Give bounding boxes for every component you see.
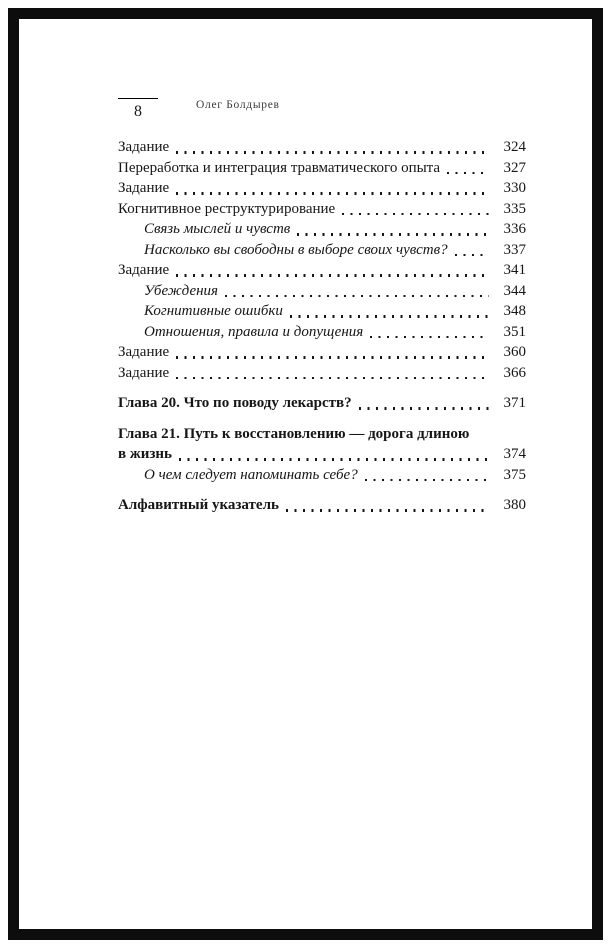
toc-entry-label: Глава 20. Что по поводу лекарств?: [118, 395, 352, 411]
dot-leader: [176, 274, 489, 276]
toc-entry-label: Задание: [118, 364, 170, 381]
toc-entry-label: Алфавитный указатель: [118, 497, 279, 513]
dot-leader: [176, 356, 489, 358]
running-header: Олег Болдырев: [196, 99, 280, 111]
toc-entry-page: 371: [503, 395, 526, 411]
toc-entry: [144, 219, 526, 240]
toc-entry-label: Связь мыслей и чувств: [144, 221, 291, 237]
dot-leader: [370, 336, 489, 338]
dot-leader: [342, 213, 489, 215]
dot-leader: [179, 458, 489, 460]
dot-leader: [176, 377, 489, 379]
dot-leader: [176, 151, 489, 153]
toc-entry-label: Убеждения: [144, 282, 219, 299]
toc-entry-label: Задание: [118, 180, 170, 196]
toc-entry-page: 337: [503, 241, 526, 258]
toc-entry-page: 380: [503, 497, 526, 513]
toc-entry-page: 374: [503, 446, 526, 462]
toc-entry-page: 351: [503, 323, 526, 340]
dot-leader: [359, 407, 489, 409]
toc-entry-page: 327: [503, 159, 526, 176]
book-page: [19, 19, 592, 929]
toc-entry-label: в жизнь: [118, 446, 172, 462]
toc-entry-label: Когнитивные ошибки: [144, 303, 283, 319]
toc-entry: [118, 424, 526, 445]
toc-entry-label: Переработка и интеграция травматического опыта: [118, 159, 441, 176]
toc-entry-page: 336: [503, 221, 526, 237]
dot-leader: [447, 172, 489, 174]
page-number: 8: [134, 103, 142, 120]
toc-entry: [144, 240, 526, 261]
toc-entry: [118, 495, 526, 516]
dot-leader: [297, 233, 489, 235]
toc-entry: [118, 158, 526, 179]
toc-entry-label: Задание: [118, 262, 170, 278]
header-rule: [118, 98, 158, 99]
toc-entry: [118, 342, 526, 363]
toc-entry-page: 341: [503, 262, 526, 278]
dot-leader: [455, 254, 489, 256]
toc-entry: [118, 444, 526, 465]
toc-entry-label: О чем следует напоминать себе?: [144, 466, 358, 483]
toc-entry: [118, 137, 526, 158]
toc: [118, 137, 526, 516]
toc-entry-page: 324: [503, 139, 526, 155]
toc-entry: [144, 281, 526, 302]
dot-leader: [365, 479, 489, 481]
toc-entry-page: 330: [503, 180, 526, 196]
toc-entry: [144, 465, 526, 486]
toc-entry-label: Когнитивное реструктурирование: [118, 200, 336, 217]
toc-entry-page: 335: [503, 200, 526, 217]
toc-entry-page: 366: [503, 364, 526, 381]
toc-entry: [144, 322, 526, 343]
toc-entry-label: Насколько вы свободны в выборе своих чувств?: [144, 241, 448, 258]
dot-leader: [225, 295, 489, 297]
toc-entry: [118, 393, 526, 414]
toc-entry-label: Задание: [118, 139, 170, 155]
toc-entry: [118, 199, 526, 220]
toc-entry: [144, 301, 526, 322]
toc-entry-label: Отношения, правила и допущения: [144, 323, 364, 340]
dot-leader: [286, 509, 489, 511]
toc-entry: [118, 260, 526, 281]
toc-entry-label: Глава 21. Путь к восстановлению — дорога длиною: [118, 425, 470, 442]
toc-entry: [118, 178, 526, 199]
page-frame: [8, 8, 603, 940]
toc-entry-page: 344: [503, 282, 526, 299]
toc-entry-page: 360: [503, 344, 526, 360]
toc-entry: [118, 363, 526, 384]
toc-entry-page: 375: [503, 466, 526, 483]
dot-leader: [290, 315, 489, 317]
toc-entry-label: Задание: [118, 344, 170, 360]
toc-entry-page: 348: [503, 303, 526, 319]
dot-leader: [176, 192, 489, 194]
